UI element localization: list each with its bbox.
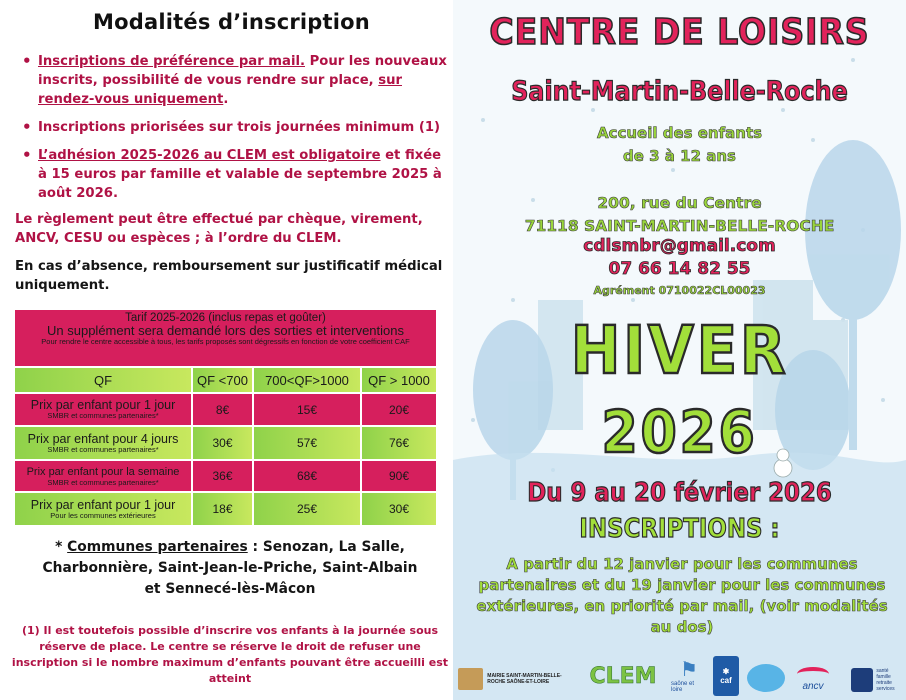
communes-text — [40, 537, 420, 600]
list-item — [20, 146, 450, 203]
table-row — [15, 461, 436, 491]
new-signup-text: Pour les nouveaux inscrits, possibilité de vous rendre sur place, — [38, 54, 447, 88]
price-cell: 25€ — [254, 493, 360, 525]
address-city: 71118 SAINT-MARTIN-BELLE-ROCHE — [524, 217, 835, 235]
msa-line: famille — [876, 674, 891, 680]
payment-text: Le règlement peut être effectué par chèque, virement, ANCV, CESU ou espèces ; à l’ordre du CLEM. — [15, 212, 423, 246]
msa-line: services — [876, 686, 895, 692]
row-sublabel: SMBR et communes partenaires* — [47, 477, 159, 487]
saone-et-loire-icon: ⚑ — [680, 659, 698, 681]
table-row — [15, 493, 436, 525]
agrement-text: Agrément 0710022CL00023 — [593, 284, 766, 297]
price-cell: 15€ — [254, 394, 360, 425]
row-sublabel: SMBR et communes partenaires* — [47, 444, 159, 454]
commune-title: Saint-Martin-Belle-Roche — [511, 76, 848, 107]
price-cell: 18€ — [193, 493, 252, 525]
clem-logo: CLEM — [589, 663, 657, 689]
row-label-cell — [15, 493, 191, 525]
ancv-text: ancv — [802, 680, 824, 692]
price-cell: 20€ — [362, 394, 436, 425]
table-row — [15, 394, 436, 425]
period: . — [223, 92, 229, 107]
tarif-header-note: Pour rendre le centre accessible à tous, les tarifs proposés sont dégressifs en fonction de votre coefficient CAF — [41, 337, 410, 346]
saone-et-loire-logo — [671, 656, 707, 696]
membership-fee-text: et fixée à 15 euros par famille et valable de septembre 2025 à août 2026. — [38, 148, 442, 201]
caf-logo — [713, 656, 739, 696]
tarif-table — [15, 310, 436, 525]
price-cell: 30€ — [362, 493, 436, 525]
dates-title: Du 9 au 20 février 2026 — [527, 478, 832, 508]
communes-list: : Senozan, La Salle, Charbonnière, Saint-Jean-le-Priche, Saint-Albain et Sennecé-lès-Mâcon — [42, 539, 418, 597]
row-label-cell — [15, 461, 191, 491]
centre-title: CENTRE DE LOISIRS — [489, 12, 870, 53]
mail-preference-text: Inscriptions de préférence par mail. — [38, 54, 305, 69]
msa-box-icon — [851, 668, 873, 692]
saone-et-loire-text: saône et loire — [671, 681, 695, 693]
partner-logos — [453, 650, 906, 700]
row-label: Prix par enfant pour 1 jour — [30, 497, 176, 512]
list-item — [20, 118, 450, 137]
season-title: HIVER — [570, 312, 789, 389]
msa-line: santé — [876, 668, 889, 674]
caf-star-icon: ✱ — [722, 667, 730, 676]
price-cell: 8€ — [193, 394, 252, 425]
phone-text: 07 66 14 82 55 — [608, 259, 751, 279]
row-sublabel: Pour les communes extérieures — [50, 510, 156, 520]
address — [453, 192, 906, 238]
accueil-text — [453, 122, 906, 168]
appointment-text: sur rendez-vous uniquement — [38, 73, 402, 107]
inscriptions-text: A partir du 12 janvier pour les communes partenaires et du 19 janvier pour les communes extérieures, en priorité par mail, (voir modalités au dos) — [476, 555, 888, 636]
tarif-header — [15, 310, 436, 366]
column-header-qf-low: QF <700 — [193, 368, 252, 392]
tarif-header-title: Tarif 2025-2026 (inclus repas et goûter) — [125, 312, 326, 324]
price-cell: 76€ — [362, 427, 436, 459]
mairie-logo-text: MAIRIE SAINT-MARTIN-BELLE-ROCHE SAÔNE-ET-LOIRE — [487, 673, 562, 685]
email-text: cdlsmbr@gmail.com — [583, 236, 776, 256]
price-cell: 30€ — [193, 427, 252, 459]
bubble-logo-icon — [747, 664, 785, 692]
price-cell: 68€ — [254, 461, 360, 491]
town-hall-icon — [458, 668, 483, 690]
inscriptions-title: INSCRIPTIONS : — [579, 514, 780, 544]
age-line: de 3 à 12 ans — [623, 147, 736, 165]
modalites-list — [20, 52, 450, 212]
table-header-row — [15, 368, 436, 392]
ancv-logo — [789, 664, 837, 694]
row-sublabel: SMBR et communes partenaires* — [47, 411, 159, 420]
absence-text: En cas d’absence, remboursement sur justificatif médical uniquement. — [15, 259, 443, 293]
address-street: 200, rue du Centre — [597, 194, 762, 212]
row-label-cell — [15, 427, 191, 459]
column-header-qf-high: QF > 1000 — [362, 368, 436, 392]
footnote: (1) Il est toutefois possible d’inscrire vos enfants à la journée sous réserve de place. Le centre se réserve le droit de refuser une inscription si le nombre maximum d’enfants pouvant être accueilli est atteint — [11, 624, 449, 685]
list-item — [20, 52, 450, 109]
row-label: Prix par enfant pour la semaine — [26, 465, 180, 478]
row-label-cell — [15, 394, 191, 425]
ancv-swoosh-icon — [797, 667, 829, 681]
column-header-qf-mid: 700<QF>1000 — [254, 368, 360, 392]
msa-logo — [843, 666, 903, 694]
membership-text: L’adhésion 2025-2026 au CLEM est obligatoire — [38, 148, 381, 163]
asterisk: * — [55, 539, 68, 555]
price-cell: 57€ — [254, 427, 360, 459]
row-label: Prix par enfant pour 4 jours — [27, 431, 179, 446]
caf-text: caf — [720, 676, 732, 685]
column-header-qf: QF — [15, 368, 191, 392]
priority-text: Inscriptions priorisées sur trois journées minimum (1) — [38, 120, 441, 135]
communes-label: Communes partenaires — [67, 539, 248, 555]
year-title: 2026 — [601, 398, 758, 466]
price-cell: 36€ — [193, 461, 252, 491]
accueil-line: Accueil des enfants — [596, 124, 763, 142]
price-cell: 90€ — [362, 461, 436, 491]
msa-line: retraite — [876, 680, 892, 686]
mairie-logo — [458, 666, 578, 692]
tarif-header-supplement: Un supplément sera demandé lors des sorties et interventions — [47, 323, 404, 338]
row-label: Prix par enfant pour 1 jour — [30, 398, 176, 412]
modalites-title: Modalités d’inscription — [93, 10, 370, 34]
right-panel — [453, 0, 906, 700]
table-row — [15, 427, 436, 459]
msa-text — [876, 668, 894, 692]
